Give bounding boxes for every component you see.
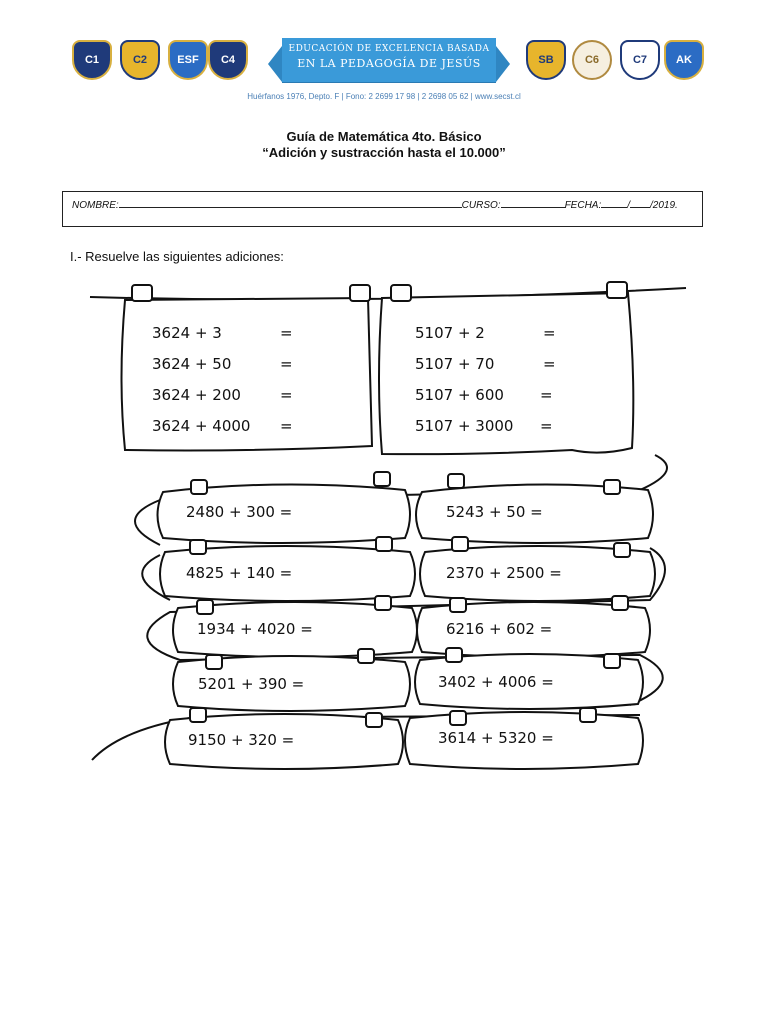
right-equals-3: =: [540, 386, 553, 404]
scroll-pin: [448, 474, 464, 488]
scroll-pin: [612, 596, 628, 610]
school-crest-7: C7: [620, 40, 660, 80]
worksheet-title: Guía de Matemática 4to. Básico: [286, 129, 482, 144]
scroll-exercise-4: 2370 + 2500 =: [446, 564, 562, 582]
left-exercise-1: 3624 + 3: [152, 324, 222, 342]
school-crest-6: C6: [572, 40, 612, 80]
clothespin-4: [607, 282, 627, 298]
school-address: Huérfanos 1976, Depto. F | Fono: 2 2699 17 98 | 2 2698 05 62 | www.secst.cl: [247, 92, 521, 101]
scroll-exercise-3: 4825 + 140 =: [186, 564, 293, 582]
banner-line-1: EDUCACIÓN DE EXCELENCIA BASADA: [288, 44, 490, 54]
course-label: CURSO:: [461, 200, 501, 211]
clothespin-3: [391, 285, 411, 301]
right-exercise-4: 5107 + 3000: [415, 417, 514, 435]
scroll-pin: [190, 540, 206, 554]
scroll-pin: [450, 598, 466, 612]
date-year: /2019.: [650, 200, 678, 211]
section-title: I.- Resuelve las siguientes adiciones:: [70, 249, 284, 264]
scroll-exercise-6: 6216 + 602 =: [446, 620, 553, 638]
scroll-exercise-1: 2480 + 300 =: [186, 503, 293, 521]
date-label: FECHA:: [564, 200, 602, 211]
worksheet-subtitle: “Adición y sustracción hasta el 10.000”: [262, 145, 506, 160]
school-crest-4: C4: [208, 40, 248, 80]
scroll-pin: [375, 596, 391, 610]
scroll-pin: [206, 655, 222, 669]
banner-line-2: EN LA PEDAGOGÍA DE JESÚS: [297, 57, 481, 70]
scroll-pin: [191, 480, 207, 494]
scroll-pin: [197, 600, 213, 614]
left-equals-2: =: [280, 355, 293, 373]
scroll-pin: [580, 708, 596, 722]
scroll-exercise-2: 5243 + 50 =: [446, 503, 543, 521]
scroll-exercise-5: 1934 + 4020 =: [197, 620, 313, 638]
clothespin-2: [350, 285, 370, 301]
right-exercise-3: 5107 + 600: [415, 386, 504, 404]
left-equals-3: =: [280, 386, 293, 404]
left-equals-1: =: [280, 324, 293, 342]
date-separator: /: [627, 200, 631, 211]
school-crest-3: ESF: [168, 40, 208, 80]
school-crest-1: C1: [72, 40, 112, 80]
scroll-exercise-7: 5201 + 390 =: [198, 675, 305, 693]
scroll-pin: [190, 708, 206, 722]
left-exercise-4: 3624 + 4000: [152, 417, 251, 435]
right-equals-2: =: [543, 355, 556, 373]
scroll-pin: [446, 648, 462, 662]
name-label: NOMBRE:: [72, 200, 119, 211]
left-exercise-2: 3624 + 50: [152, 355, 232, 373]
scroll-pin: [374, 472, 390, 486]
scroll-exercise-10: 3614 + 5320 =: [438, 729, 554, 747]
right-equals-4: =: [540, 417, 553, 435]
right-equals-1: =: [543, 324, 556, 342]
scroll-pin: [604, 654, 620, 668]
scroll-exercise-8: 3402 + 4006 =: [438, 673, 554, 691]
left-equals-4: =: [280, 417, 293, 435]
scroll-pin: [366, 713, 382, 727]
scroll-pin: [358, 649, 374, 663]
left-exercise-3: 3624 + 200: [152, 386, 241, 404]
right-exercise-1: 5107 + 2: [415, 324, 485, 342]
scroll-exercise-9: 9150 + 320 =: [188, 731, 295, 749]
school-crest-8: AK: [664, 40, 704, 80]
scroll-pin: [450, 711, 466, 725]
clothespin-1: [132, 285, 152, 301]
school-crest-2: C2: [120, 40, 160, 80]
scroll-pin: [376, 537, 392, 551]
scroll-pin: [614, 543, 630, 557]
school-crest-5: SB: [526, 40, 566, 80]
scroll-pin: [604, 480, 620, 494]
scroll-pin: [452, 537, 468, 551]
right-exercise-2: 5107 + 70: [415, 355, 495, 373]
